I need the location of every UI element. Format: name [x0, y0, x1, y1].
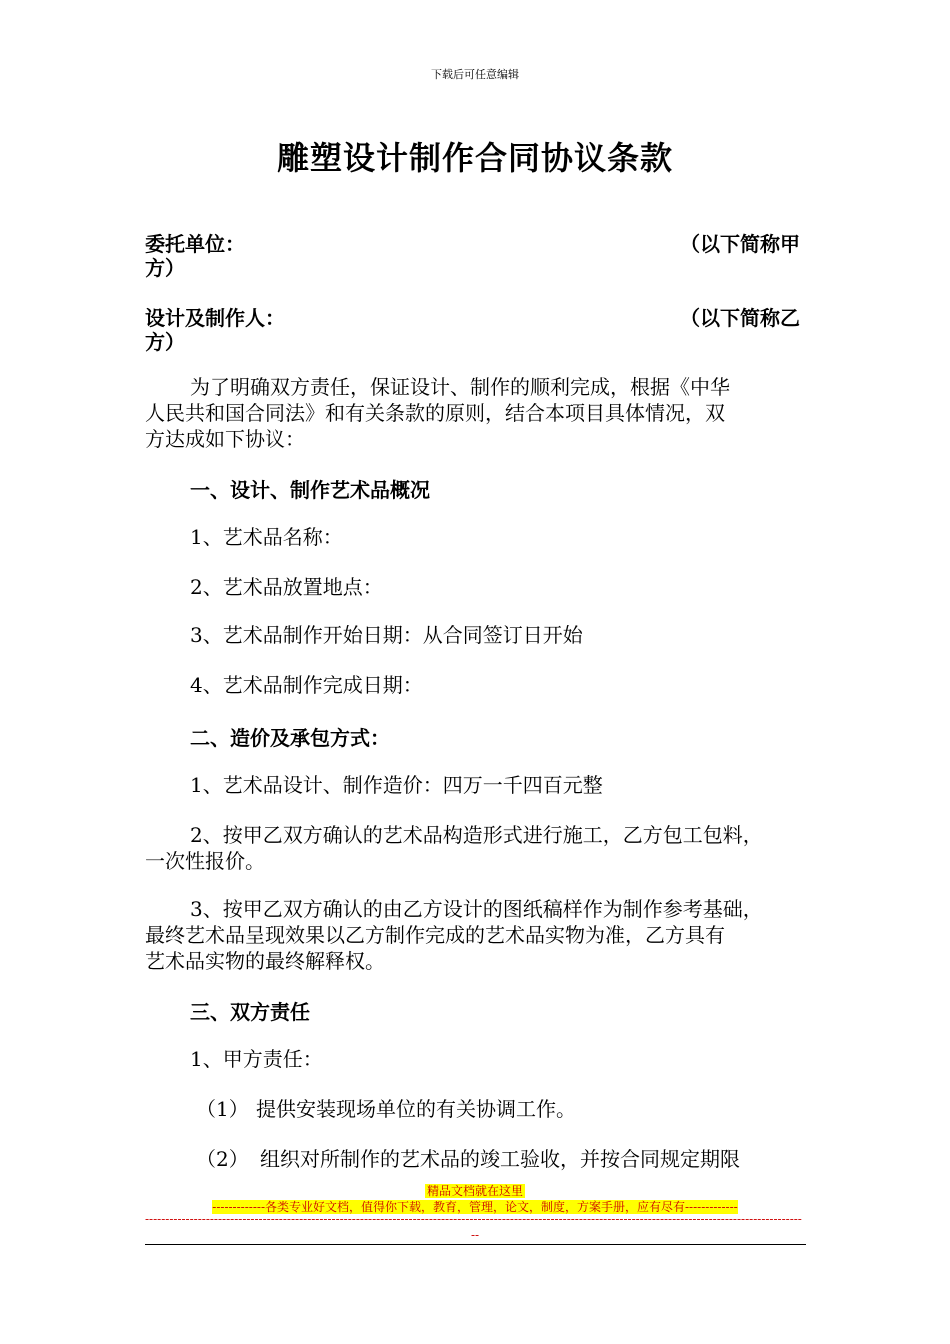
section-2-item-3-line-3: 艺术品实物的最终解释权。 [145, 949, 385, 973]
section-3-heading: 三、双方责任 [190, 1000, 310, 1024]
maker-suffix: （以下简称乙 [680, 306, 800, 330]
header-note: 下载后可任意编辑 [431, 68, 519, 81]
client-suffix-wrap: 方） [145, 256, 185, 280]
intro-line-2: 人民共和国合同法》和有关条款的原则，结合本项目具体情况，双 [145, 401, 725, 425]
section-1-item: 1、艺术品名称： [190, 525, 343, 549]
intro-line-1: 为了明确双方责任，保证设计、制作的顺利完成，根据《中华 [190, 375, 730, 399]
section-3-sub-1-text: 提供安装现场单位的有关协调工作。 [256, 1097, 576, 1121]
intro-line-3: 方达成如下协议： [145, 427, 305, 451]
document-title: 雕塑设计制作合同协议条款 [276, 139, 673, 177]
section-2-heading: 二、造价及承包方式： [190, 726, 390, 750]
section-1-heading: 一、设计、制作艺术品概况 [190, 478, 430, 502]
section-1-item: 4、艺术品制作完成日期： [190, 673, 423, 697]
section-2-item-3-line-2: 最终艺术品呈现效果以乙方制作完成的艺术品实物为准，乙方具有 [145, 923, 725, 947]
footer-banner-text: 精品文档就在这里 [426, 1184, 523, 1198]
footer-promo-text: -------------各类专业好文档，值得你下载，教育，管理，论文，制度，方案手册，应有尽有------------- [212, 1200, 738, 1214]
section-1-item: 2、艺术品放置地点： [190, 575, 383, 599]
maker-label: 设计及制作人： [145, 306, 285, 330]
client-label: 委托单位： [145, 232, 245, 256]
section-3-sub-1-number: （1） [196, 1097, 249, 1121]
section-3-sub-2-text: 组织对所制作的艺术品的竣工验收，并按合同规定期限 [260, 1147, 740, 1171]
section-2-item-3-line-1: 3、按甲乙双方确认的由乙方设计的图纸稿样作为制作参考基础， [190, 897, 763, 921]
section-2-item-2-line-2: 一次性报价。 [145, 849, 265, 873]
section-2-item-1: 1、艺术品设计、制作造价：四万一千四百元整 [190, 773, 603, 797]
section-2-item-2-line-1: 2、按甲乙双方确认的艺术品构造形式进行施工，乙方包工包料， [190, 823, 763, 847]
section-3-sub-2-number: （2） [196, 1147, 249, 1171]
footer-rule [145, 1244, 806, 1245]
section-1-item: 3、艺术品制作开始日期：从合同签订日开始 [190, 623, 583, 647]
maker-suffix-wrap: 方） [145, 330, 185, 354]
footer-dash-tail: -- [470, 1228, 480, 1242]
footer-dash-line: ------------------------------------------------------------------------------------------------------------------------------------------------------------------ [145, 1212, 802, 1226]
section-3-item-1: 1、甲方责任： [190, 1047, 323, 1071]
client-suffix: （以下简称甲 [680, 232, 800, 256]
